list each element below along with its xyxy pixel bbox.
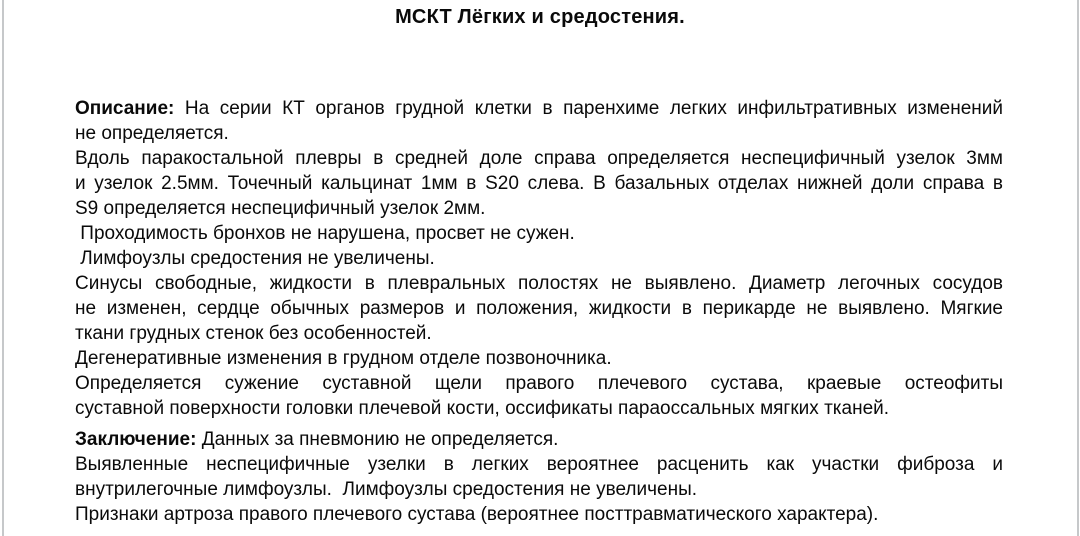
- line-text: Вдоль паракостальной плевры в средней доле справа определяется неспецифичный узелок 3мм: [75, 148, 1003, 169]
- page-left-border: [2, 0, 4, 536]
- line-text: Синусы свободные, жидкости в плевральных полостях не выявлено. Диаметр легочных сосудов: [75, 273, 1003, 294]
- report-line: [75, 321, 1003, 346]
- report-line: [75, 121, 1003, 146]
- page-right-border: [1077, 0, 1079, 536]
- line-text: Признаки артроза правого плечевого сустава (вероятнее посттравматического характера).: [75, 504, 879, 525]
- report-line: [75, 96, 1003, 121]
- report-line: [75, 196, 1003, 221]
- report-line: [75, 271, 1003, 296]
- line-text: суставной поверхности головки плечевой кости, оссификаты параоссальных мягких тканей.: [75, 398, 890, 419]
- line-text: ткани грудных стенок без особенностей.: [75, 323, 432, 344]
- line-text: Данных за пневмонию не определяется.: [196, 429, 559, 450]
- line-text: S9 определяется неспецифичный узелок 2мм.: [75, 198, 486, 219]
- report-line: [75, 171, 1003, 196]
- report-body: [75, 96, 1003, 527]
- report-line: [75, 296, 1003, 321]
- line-text: Проходимость бронхов не нарушена, просвет не сужен.: [75, 223, 575, 244]
- line-text: Выявленные неспецифичные узелки в легких вероятнее расценить как участки фиброза и: [75, 454, 1003, 475]
- report-line: [75, 502, 1003, 527]
- line-text: Определяется сужение суставной щели правого плечевого сустава, краевые остеофиты: [75, 373, 1003, 394]
- report-line: [75, 452, 1003, 477]
- description-label: Описание:: [75, 98, 175, 119]
- report-line: [75, 146, 1003, 171]
- line-text: На серии КТ органов грудной клетки в паренхиме легких инфильтративных изменений: [174, 98, 1003, 119]
- line-text: не изменен, сердце обычных размеров и положения, жидкости в перикарде не выявлено. Мягкие: [75, 298, 1003, 319]
- line-text: Дегенеративные изменения в грудном отделе позвоночника.: [75, 348, 612, 369]
- report-line: [75, 371, 1003, 396]
- report-line: [75, 477, 1003, 502]
- report-line: [75, 221, 1003, 246]
- description-section: [75, 96, 1003, 421]
- report-line: [75, 427, 1003, 452]
- line-text: внутрилегочные лимфоузлы. Лимфоузлы средостения не увеличены.: [75, 479, 697, 500]
- line-text: и узелок 2.5мм. Точечный кальцинат 1мм в S20 слева. В базальных отделах нижней доли справа в: [75, 173, 1003, 194]
- line-text: Лимфоузлы средостения не увеличены.: [75, 248, 435, 269]
- report-title: МСКТ Лёгких и средостения.: [395, 6, 685, 28]
- conclusion-label: Заключение:: [75, 429, 197, 450]
- report-line: [75, 246, 1003, 271]
- report-line: [75, 396, 1003, 421]
- report-line: [75, 346, 1003, 371]
- conclusion-section: [75, 427, 1003, 527]
- line-text: не определяется.: [75, 123, 229, 144]
